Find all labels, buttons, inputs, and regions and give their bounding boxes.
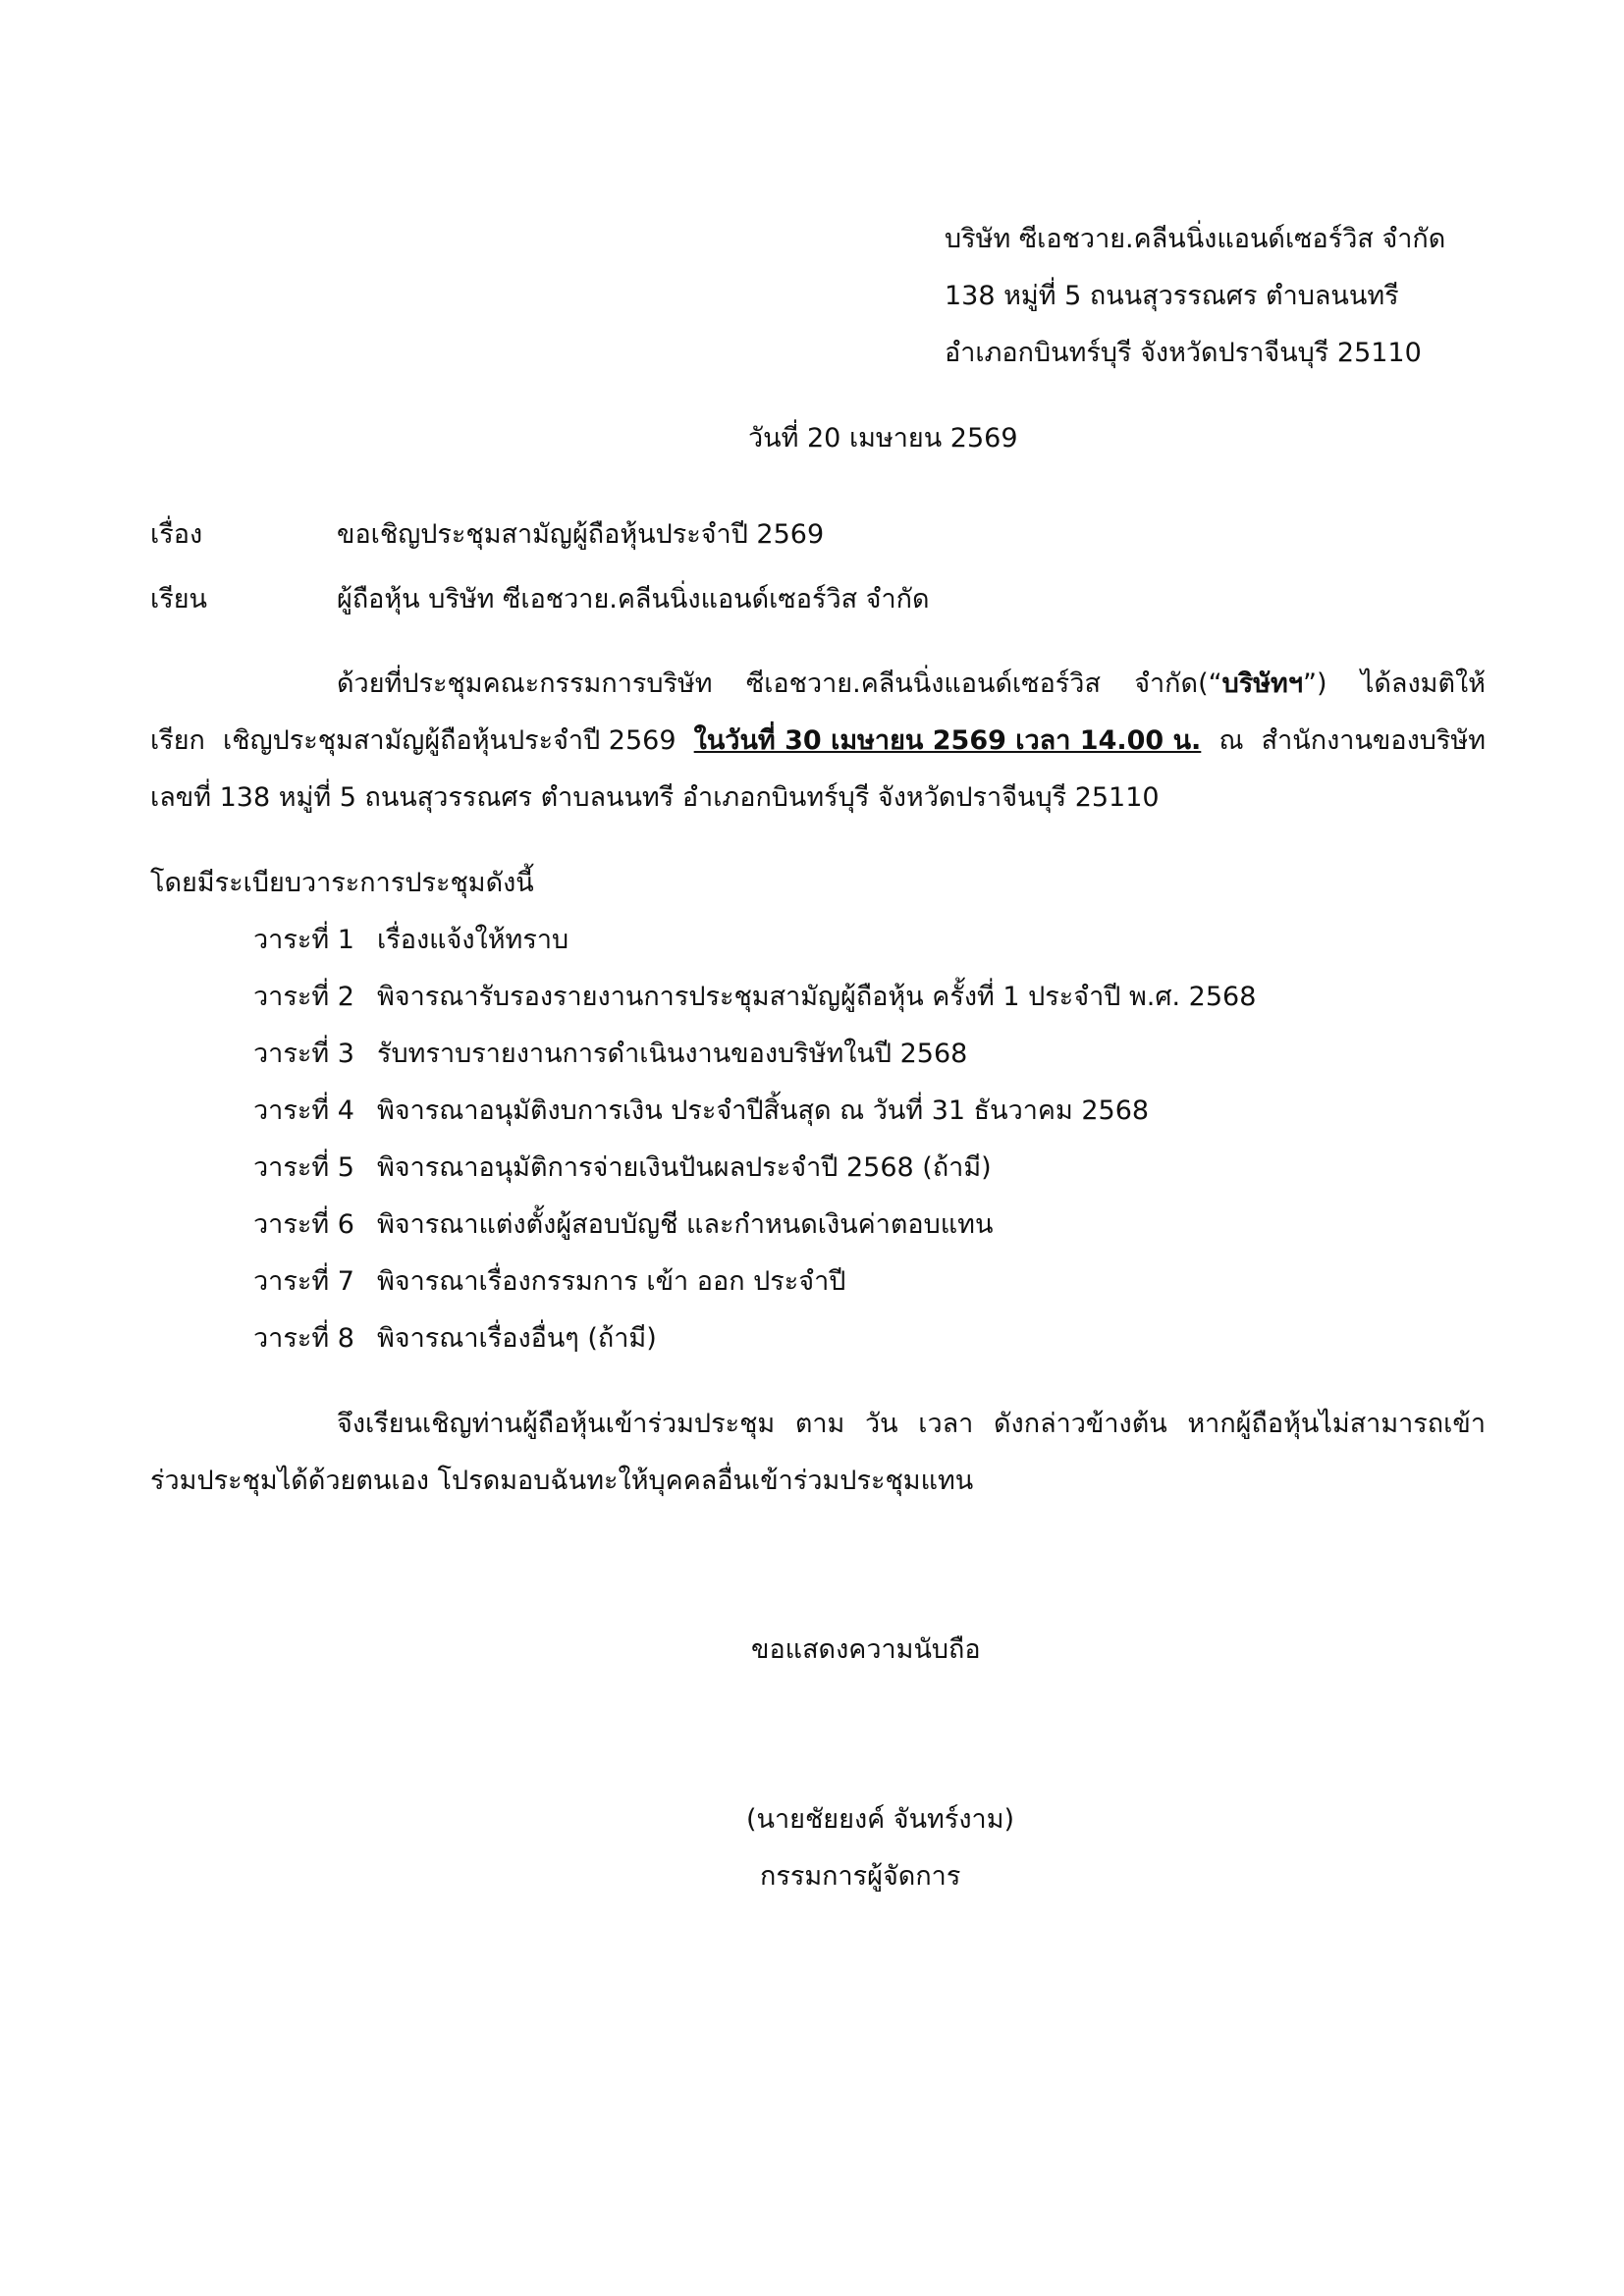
paragraph1-line1-post: ”) [1303, 668, 1327, 699]
agenda-item-text: เรื่องแจ้งให้ทราบ [377, 925, 569, 955]
agenda-item-text: รับทราบรายงานการดำเนินงานของบริษัทในปี 2568 [377, 1039, 968, 1069]
paragraph2-line1-part-c: วัน [864, 1409, 898, 1439]
paragraph2-line1-part-a: จึงเรียนเชิญท่านผู้ถือหุ้นเข้าร่วมประชุม [337, 1409, 776, 1439]
paragraph1-line1-part-a: ด้วยที่ประชุมคณะกรรมการบริษัท [337, 668, 713, 699]
paragraph1-line2-part-c: ณ [1218, 725, 1244, 756]
recipient-value: ผู้ถือหุ้น บริษัท ซีเอชวาย.คลีนนิ่งแอนด์เซอร์วิส จำกัด [337, 584, 930, 614]
paragraph1-line1 [337, 670, 1486, 697]
paragraph1-company-short: บริษัทฯ [1221, 668, 1303, 699]
recipient-label: เรียน [150, 584, 208, 614]
paragraph2-line1-part-d: เวลา [918, 1409, 974, 1439]
paragraph1-line2 [150, 727, 1486, 754]
paragraph1-line2-part-d: สำนักงานของบริษัท [1261, 725, 1486, 756]
paragraph1-line1-part-b: ซีเอชวาย.คลีนนิ่งแอนด์เซอร์วิส [745, 668, 1101, 699]
agenda-item-text: พิจารณาอนุมัติการจ่ายเงินปันผลประจำปี 2568 (ถ้ามี) [377, 1152, 992, 1183]
letter-date: วันที่ 20 เมษายน 2569 [748, 423, 1018, 454]
agenda-item-number: วาระที่ 8 [253, 1323, 354, 1354]
subject-label: เรื่อง [150, 519, 203, 550]
agenda-item-text: พิจารณาเรื่องอื่นๆ (ถ้ามี) [377, 1323, 657, 1354]
signatory-position: กรรมการผู้จัดการ [760, 1861, 961, 1892]
paragraph2-line1-part-e: ดังกล่าวข้างต้น [994, 1409, 1167, 1439]
paragraph1-line2-part-a: เรียก [150, 725, 205, 756]
agenda-item-number: วาระที่ 7 [253, 1266, 354, 1297]
paragraph2-line1 [337, 1411, 1486, 1437]
sender-address-line1: 138 หมู่ที่ 5 ถนนสุวรรณศร ตำบลนนทรี [945, 281, 1399, 311]
agenda-item-number: วาระที่ 4 [253, 1095, 354, 1126]
paragraph1-line1-pre: จำกัด(“ [1134, 668, 1222, 699]
closing-phrase: ขอแสดงความนับถือ [751, 1634, 981, 1665]
agenda-item-number: วาระที่ 5 [253, 1152, 354, 1183]
paragraph1-line3: เลขที่ 138 หมู่ที่ 5 ถนนสุวรรณศร ตำบลนนทรี อำเภอกบินทร์บุรี จังหวัดปราจีนบุรี 25110 [150, 782, 1160, 813]
meeting-datetime: ในวันที่ 30 เมษายน 2569 เวลา 14.00 น. [693, 725, 1202, 756]
agenda-item-text: พิจารณาเรื่องกรรมการ เข้า ออก ประจำปี [377, 1266, 846, 1297]
agenda-item-text: พิจารณาอนุมัติงบการเงิน ประจำปีสิ้นสุด ณ วันที่ 31 ธันวาคม 2568 [377, 1095, 1150, 1126]
subject-value: ขอเชิญประชุมสามัญผู้ถือหุ้นประจำปี 2569 [337, 519, 825, 550]
agenda-item-number: วาระที่ 2 [253, 982, 354, 1012]
agenda-intro: โดยมีระเบียบวาระการประชุมดังนี้ [150, 868, 534, 898]
agenda-item-number: วาระที่ 6 [253, 1209, 354, 1240]
agenda-item-number: วาระที่ 1 [253, 925, 354, 955]
paragraph1-line2-part-b: เชิญประชุมสามัญผู้ถือหุ้นประจำปี 2569 [223, 725, 677, 756]
paragraph2-line1-part-b: ตาม [794, 1409, 845, 1439]
paragraph1-line1-part-c [1134, 670, 1326, 697]
agenda-item-number: วาระที่ 3 [253, 1039, 354, 1069]
signatory-name: (นายชัยยงค์ จันทร์งาม) [746, 1804, 1015, 1835]
paragraph1-line1-part-d: ได้ลงมติให้ [1360, 668, 1486, 699]
paragraph2-line1-part-f: หากผู้ถือหุ้นไม่สามารถเข้า [1187, 1409, 1486, 1439]
sender-address-line2: อำเภอกบินทร์บุรี จังหวัดปราจีนบุรี 25110 [945, 338, 1422, 368]
agenda-item-text: พิจารณารับรองรายงานการประชุมสามัญผู้ถือหุ้น ครั้งที่ 1 ประจำปี พ.ศ. 2568 [377, 982, 1257, 1012]
paragraph2-line2: ร่วมประชุมได้ด้วยตนเอง โปรดมอบฉันทะให้บุคคลอื่นเข้าร่วมประชุมแทน [150, 1466, 974, 1496]
sender-company: บริษัท ซีเอชวาย.คลีนนิ่งแอนด์เซอร์วิส จำกัด [945, 224, 1446, 254]
agenda-item-text: พิจารณาแต่งตั้งผู้สอบบัญชี และกำหนดเงินค่าตอบแทน [377, 1209, 994, 1240]
